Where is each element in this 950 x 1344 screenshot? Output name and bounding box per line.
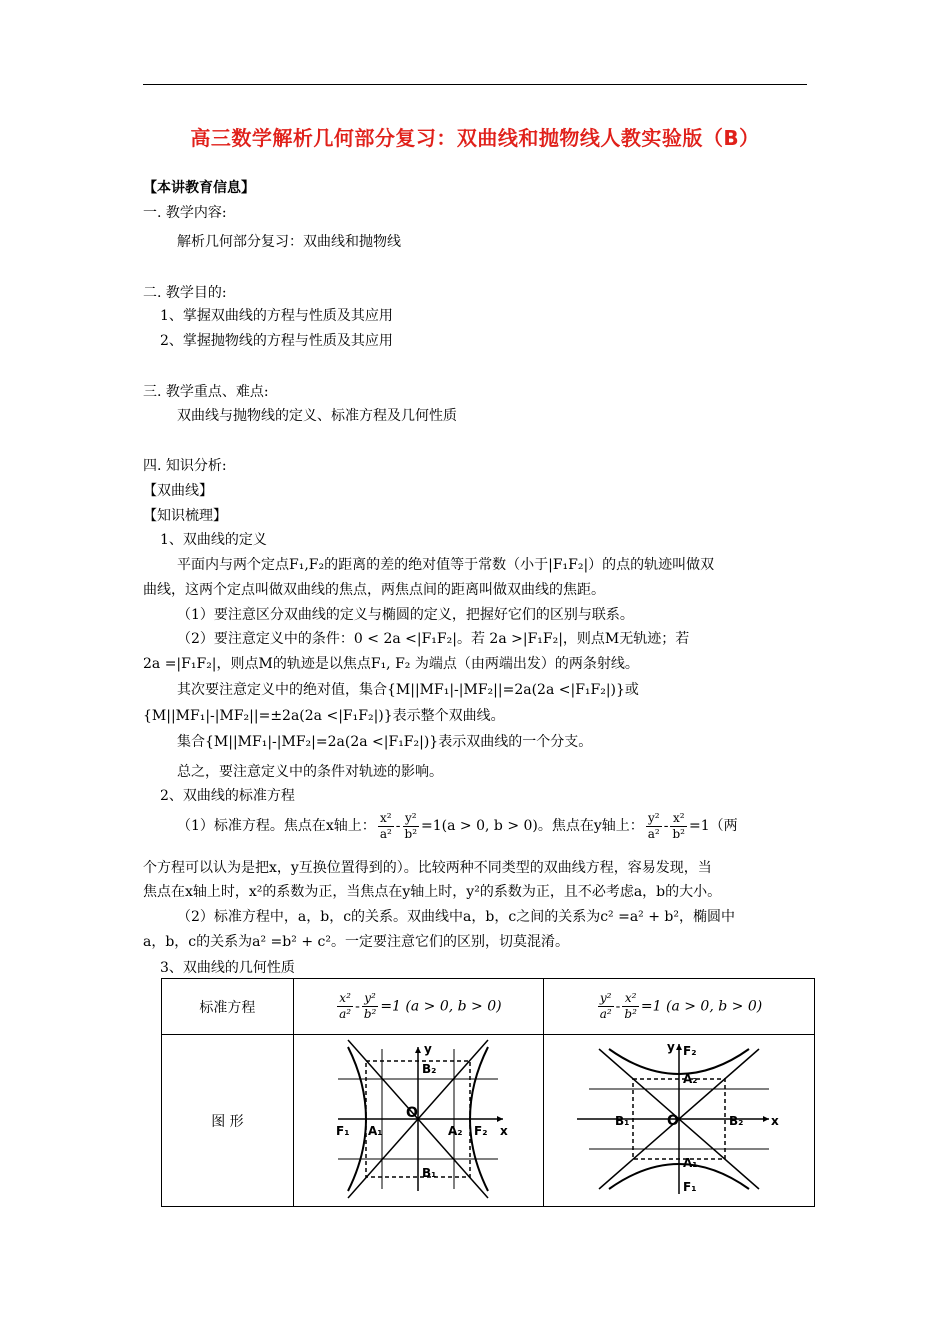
properties-table [161, 978, 815, 1207]
s1-body: 解析几何部分复习：双曲线和抛物线 [177, 234, 401, 250]
fraction-y2-a2 [598, 991, 614, 1022]
label-b2: B₂ [728, 1113, 744, 1128]
fraction-y2-b2 [362, 991, 379, 1022]
hyperbola-y-figure [569, 1039, 789, 1199]
std-heading: 2、双曲线的标准方程 [160, 788, 295, 804]
label-b1: B₁ [614, 1113, 630, 1128]
section-header: 【本讲教育信息】 [143, 180, 255, 196]
std-p2-line2: a，b，c的关系为a² =b² + c²。一定要注意它们的区别，切莫混淆。 [143, 934, 569, 950]
label-x: x [770, 1113, 779, 1128]
label-f1: F₁ [682, 1179, 697, 1194]
denominator: b² [624, 1007, 637, 1021]
denominator: a² [379, 826, 392, 841]
y-axis-arrow [676, 1044, 682, 1050]
std-p2-line1: （2）标准方程中，a，b，c的关系。双曲线中a，b，c之间的关系为c² =a² + b²，椭圆中 [177, 909, 736, 925]
denominator: b² [404, 826, 418, 841]
minus-sign: - [395, 818, 401, 834]
s2-item: 2、掌握抛物线的方程与性质及其应用 [160, 333, 393, 349]
minus-sign: - [663, 818, 669, 834]
def-heading: 1、双曲线的定义 [160, 532, 267, 548]
numerator: y² [362, 991, 379, 1007]
tag-knowledge: 【知识梳理】 [143, 508, 227, 524]
s3-heading: 三. 教学重点、难点: [143, 384, 269, 400]
std-p1-line2: 个方程可以认为是把x，y互换位置得到的）。比较两种不同类型的双曲线方程，容易发现，当 [143, 860, 712, 876]
equation-condition: =1 (a > 0, b > 0) [640, 998, 763, 1015]
minus-sign: - [615, 998, 621, 1015]
label-a2: A₂ [682, 1071, 698, 1086]
std-p1-tail: =1（两 [688, 818, 738, 834]
label-y: y [424, 1041, 433, 1056]
fraction-x2-b2 [622, 991, 639, 1022]
label-origin: O [666, 1112, 679, 1129]
figure-cell-y [543, 1035, 814, 1207]
def-note2b: 2a =|F₁F₂|，则点M的轨迹是以焦点F₁, F₂ 为端点（由两端出发）的两条射线。 [143, 656, 639, 672]
label-f1: F₁ [336, 1123, 350, 1138]
def-note2a: （2）要注意定义中的条件：0 < 2a <|F₁F₂|。若 2a >|F₁F₂|，则点M无轨迹；若 [177, 631, 690, 647]
numerator: y² [403, 811, 420, 827]
s2-item: 1、掌握双曲线的方程与性质及其应用 [160, 308, 393, 324]
x-axis-arrow [497, 1116, 503, 1122]
fraction-x2-a2 [378, 811, 394, 842]
std-p1-lead: （1）标准方程。焦点在x轴上： [177, 818, 376, 834]
label-a2: A₂ [448, 1123, 463, 1138]
def-p1a: 平面内与两个定点F₁,F₂的距离的差的绝对值等于常数（小于|F₁F₂|）的点的轨迹叫做双 [177, 557, 715, 573]
s3-body: 双曲线与抛物线的定义、标准方程及几何性质 [177, 408, 457, 424]
numerator: x² [337, 991, 353, 1007]
std-p1-line1 [177, 805, 738, 847]
numerator: x² [622, 991, 639, 1007]
denominator: a² [647, 826, 660, 841]
numerator: y² [598, 991, 614, 1007]
s2-heading: 二. 教学目的: [143, 285, 227, 301]
figure-cell-x [293, 1035, 543, 1207]
hyperbola-x-figure [318, 1039, 518, 1199]
table-row [162, 979, 815, 1035]
fraction-y2-a2 [646, 811, 662, 842]
tag-hyperbola: 【双曲线】 [143, 483, 213, 499]
s4-heading: 四. 知识分析: [143, 458, 227, 474]
fraction-x2-a2 [337, 991, 353, 1022]
table-row [162, 1035, 815, 1207]
top-rule [143, 84, 807, 85]
label-x: x [500, 1123, 509, 1138]
numerator: y² [646, 811, 662, 827]
label-f2: F₂ [682, 1043, 697, 1058]
def-summary: 总之，要注意定义中的条件对轨迹的影响。 [177, 764, 443, 780]
label-a1: A₁ [368, 1123, 383, 1138]
denominator: a² [599, 1007, 612, 1021]
fraction-x2-b2 [670, 811, 687, 842]
denominator: b² [672, 826, 685, 841]
s1-heading: 一. 教学内容: [143, 205, 227, 221]
label-f2: F₂ [474, 1123, 488, 1138]
denominator: a² [339, 1007, 352, 1021]
x-axis-arrow [763, 1116, 769, 1122]
def-p1b: 曲线，这两个定点叫做双曲线的焦点，两焦点间的距离叫做双曲线的焦距。 [143, 582, 605, 598]
std-p1-line3: 焦点在x轴上时，x²的系数为正，当焦点在y轴上时，y²的系数为正，且不必考虑a，b的大小。 [143, 884, 722, 900]
def-branch: 集合{M||MF₁|-|MF₂|=2a(2a <|F₁F₂|)}表示双曲线的一个分支。 [177, 734, 593, 750]
label-a1: A₁ [682, 1155, 698, 1170]
row-label: 图 形 [162, 1035, 294, 1207]
equation-condition: =1 (a > 0, b > 0) [380, 998, 502, 1015]
page-title: 高三数学解析几何部分复习：双曲线和抛物线人教实验版（B） [190, 126, 760, 150]
label-y: y [666, 1039, 675, 1054]
minus-sign: - [355, 998, 360, 1015]
numerator: x² [378, 811, 394, 827]
def-abs1: 其次要注意定义中的绝对值，集合{M||MF₁|-|MF₂||=2a(2a <|F₁F₂|)}或 [177, 682, 639, 698]
def-note1: （1）要注意区分双曲线的定义与椭圆的定义，把握好它们的区别与联系。 [177, 607, 634, 623]
std-p1-cond: =1(a > 0, b > 0)。焦点在y轴上： [421, 818, 644, 834]
def-abs2: {M||MF₁|-|MF₂||=±2a(2a <|F₁F₂|)}表示整个双曲线。 [143, 708, 505, 724]
fraction-y2-b2 [403, 811, 420, 842]
equation-y-focus [543, 979, 814, 1035]
numerator: x² [670, 811, 687, 827]
equation-x-focus [293, 979, 543, 1035]
row-label: 标准方程 [162, 979, 294, 1035]
geo-heading: 3、双曲线的几何性质 [160, 960, 295, 976]
denominator: b² [363, 1007, 377, 1021]
y-axis-arrow [415, 1047, 421, 1053]
label-origin: O [406, 1104, 419, 1121]
label-b1: B₁ [422, 1165, 437, 1180]
label-b2: B₂ [422, 1061, 437, 1076]
